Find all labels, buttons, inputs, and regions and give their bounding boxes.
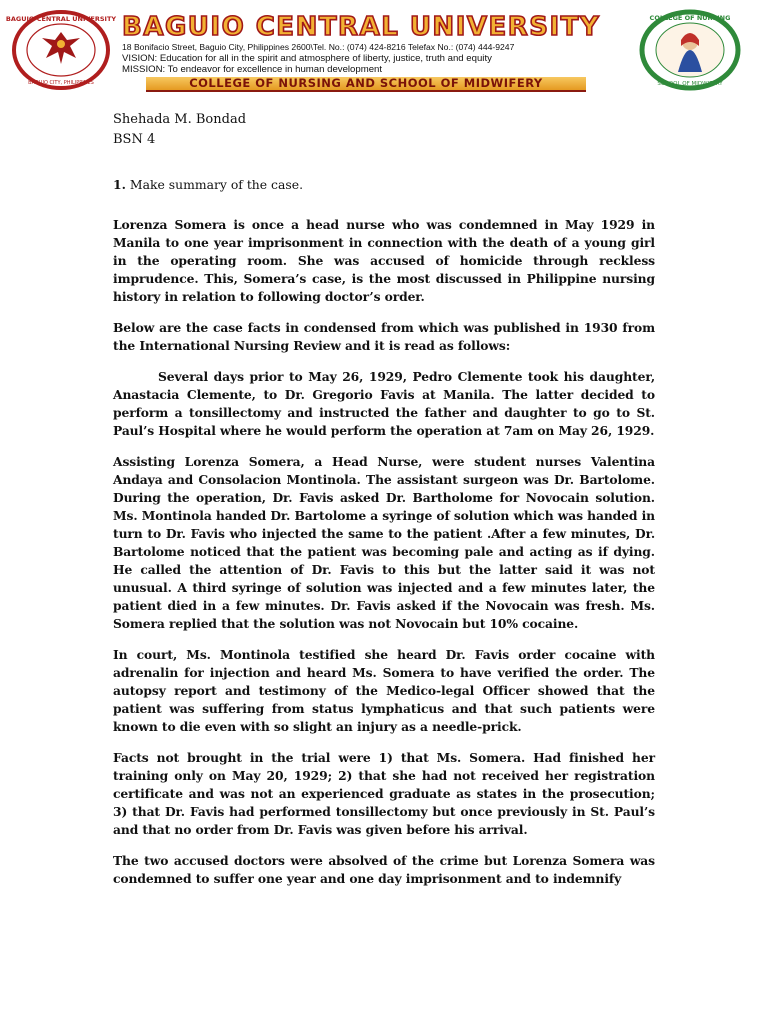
nursing-college-seal-logo [640,10,740,90]
author-name: Shehada M. Bondad [113,112,247,127]
author-course: BSN 4 [113,132,156,147]
letterhead-banner [116,12,636,92]
college-name-bar: COLLEGE OF NURSING AND SCHOOL OF MIDWIFERY [146,77,586,92]
vision-line: VISION: Education for all in the spirit and atmosphere of liberty, justice, truth and equity [122,52,492,64]
letterhead [0,0,768,96]
question-prompt [113,176,655,194]
university-name: BAGUIO CENTRAL UNIVERSITY [122,12,601,42]
seal-text-bottom: BAGUIO CITY, PHILIPPINES [28,80,94,86]
case-facts-paragraph: Several days prior to May 26, 1929, Pedro Clemente took his daughter, Anastacia Clemente, to Dr. Gregorio Favis at Manila. The latter decided to perform a tonsillectomy and instructed the father and daughter to go to St. Paul’s Hospital where he would perform the operation at 7am on May 26, 1929. [113,368,655,438]
university-seal-logo [5,10,117,90]
case-facts-intro: Below are the case facts in condensed from which was published in 1930 from the International Nursing Review and it is read as follows: [113,319,655,354]
question-number: 1. [113,177,126,192]
seal-right-text-top: COLLEGE OF NURSING [649,14,731,22]
verdict-paragraph: The two accused doctors were absolved of the crime but Lorenza Somera was condemned to suffer one year and one day imprisonment and to indemnify [113,852,655,886]
seal-right-text-bottom: SCHOOL OF MIDWIFERY [657,81,723,87]
seal-text-top: BAGUIO CENTRAL UNIVERSITY [5,15,117,23]
summary-paragraph: Lorenza Somera is once a head nurse who was condemned in May 1929 in Manila to one year imprisonment in connection with the death of a young girl in the operating room. She was accused of homicide through reckless imprudence. This, Somera’s case, is the most discussed in Philippine nursing history in relation to following doctor’s order. [113,217,655,305]
address-line: 18 Bonifacio Street, Baguio City, Philippines 2600\Tel. No.: (074) 424-8216 Telefax No.: (074) 444-9247 [122,42,515,52]
operation-paragraph: Assisting Lorenza Somera, a Head Nurse, were student nurses Valentina Andaya and Consolacion Montinola. The assistant surgeon was Dr. Bartolome. During the operation, Dr. Favis asked Dr. Bartholome for Novocain solution. Ms. Montinola handed Dr. Bartolome a syringe of solution which was handed in turn to Dr. Favis who injected the same to the patient .After a few minutes, Dr. Bartolome noticed that the patient was becoming pale and acting as if dying. He called the attention of Dr. Favis to this but the latter said it was not unusual. A third syringe of solution was injected and a few minutes later, the patient died in a few minutes. Dr. Favis asked if the Novocain was fresh. Ms. Somera replied that the solution was not Novocain but 10% cocaine. [113,453,655,632]
mission-line: MISSION: To endeavor for excellence in human development [122,63,383,75]
court-paragraph: In court, Ms. Montinola testified she heard Dr. Favis order cocaine with adrenalin for injection and heard Ms. Somera to have verified the order. The autopsy report and testimony of the Medico-legal Officer showed that the patient was suffering from status lymphaticus and that such patients were known to die even with so slight an injury as a needle-prick. [113,646,655,735]
document-body [113,110,655,901]
trial-facts-paragraph: Facts not brought in the trial were 1) that Ms. Somera. Had finished her training only on May 20, 1929; 2) that she had not received her registration certificate and was not an experienced graduate as states in the prosecution; 3) that Dr. Favis had performed tonsillectomy but once previously in St. Paul’s and that no order from Dr. Favis was given before his arrival. [113,749,655,838]
question-text: Make summary of the case. [129,177,304,192]
